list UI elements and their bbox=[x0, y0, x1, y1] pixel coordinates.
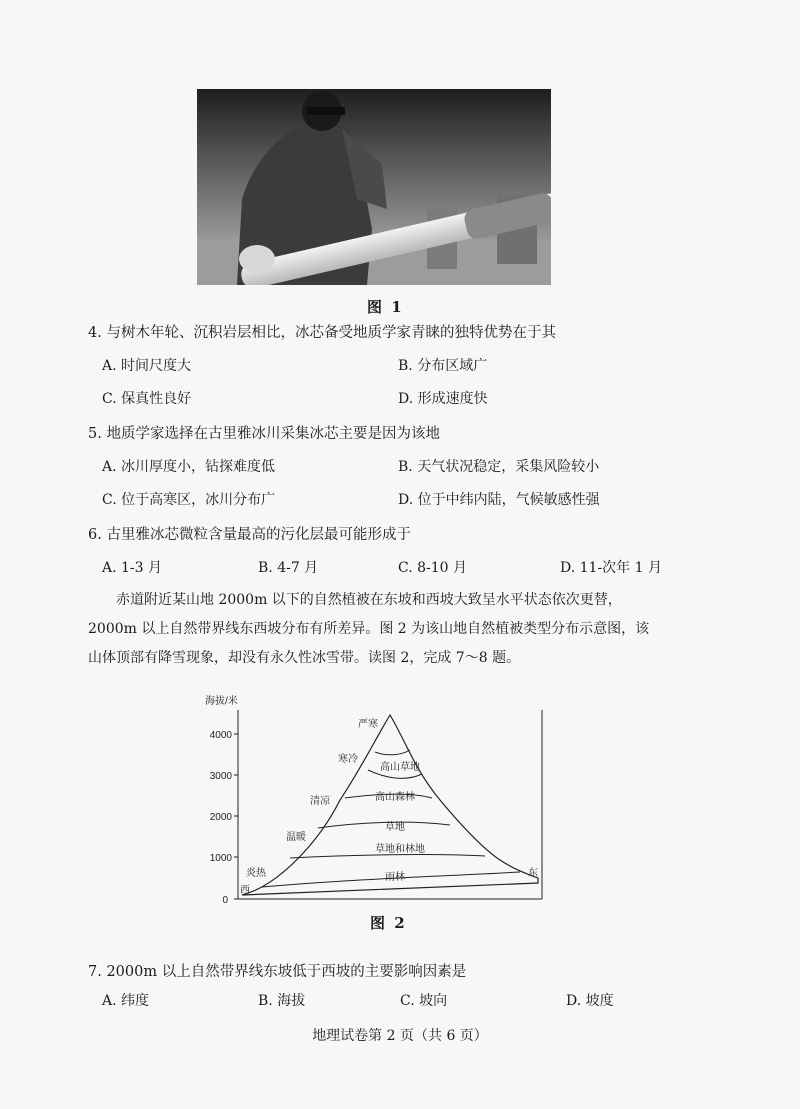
zone-grassland: 草地 bbox=[385, 822, 405, 833]
y-tick-2000: 2000 bbox=[209, 812, 232, 823]
figure2-diagram bbox=[200, 690, 560, 910]
passage-line-2: 2000m 以上自然带界线东西坡分布有所差异。图 2 为该山地自然植被类型分布示意图，该 bbox=[88, 621, 650, 637]
page-footer: 地理试卷第 2 页（共 6 页） bbox=[312, 1028, 488, 1044]
q5-option-b: B. 天气状况稳定，采集风险较小 bbox=[398, 459, 600, 475]
q6-stem: 6. 古里雅冰芯微粒含量最高的污化层最可能形成于 bbox=[88, 527, 411, 543]
east-label: 东 bbox=[528, 868, 538, 879]
zone-rainforest: 雨林 bbox=[385, 872, 405, 883]
passage bbox=[88, 586, 738, 673]
climate-hot: 炎热 bbox=[246, 868, 266, 879]
zone-alpine-meadow: 高山草地 bbox=[380, 762, 420, 773]
q5-option-a: A. 冰川厚度小，钻探难度低 bbox=[102, 459, 276, 475]
y-tick-0: 0 bbox=[222, 895, 228, 906]
q5-option-d: D. 位于中纬内陆，气候敏感性强 bbox=[398, 492, 600, 508]
climate-frigid: 严寒 bbox=[358, 719, 378, 730]
q7-stem: 7. 2000m 以上自然带界线东坡低于西坡的主要影响因素是 bbox=[88, 964, 467, 980]
boundary-grass-forest bbox=[290, 855, 485, 858]
zone-alpine-forest: 高山森林 bbox=[375, 792, 415, 803]
figure1-caption: 图 1 bbox=[367, 298, 404, 316]
zone-grass-and-woodland: 草地和林地 bbox=[375, 844, 425, 855]
climate-warm: 温暖 bbox=[286, 832, 306, 843]
q6-option-b: B. 4-7 月 bbox=[258, 560, 319, 576]
q6-option-a: A. 1-3 月 bbox=[102, 560, 163, 576]
q4-option-c: C. 保真性良好 bbox=[102, 391, 192, 407]
q6-option-c: C. 8-10 月 bbox=[398, 560, 468, 576]
mountain-outline bbox=[242, 715, 538, 895]
y-tick-3000: 3000 bbox=[209, 771, 232, 782]
photo-illustration bbox=[197, 89, 551, 285]
q7-option-c: C. 坡向 bbox=[400, 993, 448, 1009]
y-axis-label: 海拔/米 bbox=[205, 696, 238, 707]
q7-option-a: A. 纬度 bbox=[102, 993, 150, 1009]
q6-option-d: D. 11-次年 1 月 bbox=[560, 560, 662, 576]
climate-cool: 清凉 bbox=[310, 796, 330, 807]
y-tick-4000: 4000 bbox=[209, 730, 232, 741]
q4-option-d: D. 形成速度快 bbox=[398, 391, 488, 407]
q7-option-b: B. 海拔 bbox=[258, 993, 306, 1009]
boundary-grassland bbox=[318, 822, 450, 828]
q4-option-a: A. 时间尺度大 bbox=[102, 358, 192, 374]
y-ticks bbox=[210, 730, 238, 906]
y-tick-1000: 1000 bbox=[209, 853, 232, 864]
boundary-alpine-meadow-top bbox=[375, 750, 410, 755]
q4-stem: 4. 与树木年轮、沉积岩层相比，冰芯备受地质学家青睐的独特优势在于其 bbox=[88, 325, 556, 341]
q5-stem: 5. 地质学家选择在古里雅冰川采集冰芯主要是因为该地 bbox=[88, 426, 440, 442]
passage-line-1: 赤道附近某山地 2000m 以下的自然植被在东坡和西坡大致呈水平状态依次更替， bbox=[116, 592, 622, 608]
q5-option-c: C. 位于高寒区，冰川分布广 bbox=[102, 492, 276, 508]
west-label: 西 bbox=[240, 885, 250, 896]
q4-option-b: B. 分布区域广 bbox=[398, 358, 488, 374]
climate-cold: 寒冷 bbox=[338, 754, 358, 765]
passage-line-3: 山体顶部有降雪现象，却没有永久性冰雪带。读图 2，完成 7～8 题。 bbox=[88, 650, 521, 666]
q7-option-d: D. 坡度 bbox=[566, 993, 614, 1009]
figure2-caption: 图 2 bbox=[370, 914, 407, 932]
ice-core-photo bbox=[197, 89, 551, 285]
